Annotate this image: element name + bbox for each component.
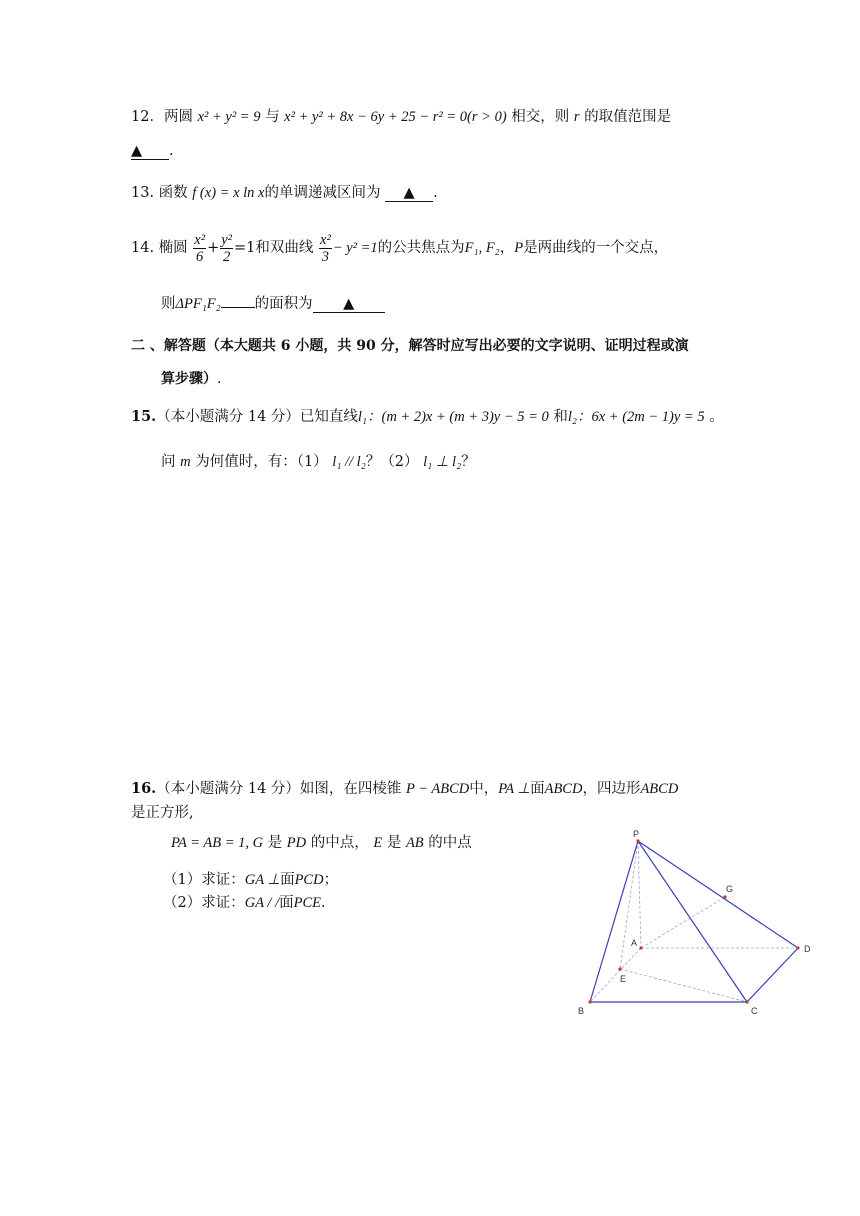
q14-foci: F₁, F₂ xyxy=(464,240,500,256)
edge-ag xyxy=(641,897,725,948)
q16-e: E xyxy=(373,835,383,851)
q15-end: 。 xyxy=(709,409,724,425)
q14-label: 14. 椭圆 xyxy=(131,240,188,256)
q16-part2 xyxy=(163,893,326,913)
q16-part1-plane: 面 xyxy=(280,872,295,888)
vertex-d xyxy=(796,946,799,949)
pyramid-figure xyxy=(570,825,820,1025)
q12-circle2: x² + y² + 8x − 6y + 25 − r² = 0(r > 0) xyxy=(284,109,507,125)
label-g: G xyxy=(726,884,734,894)
q14-triangle: ΔPF₁F₂ xyxy=(175,296,221,312)
q14-e-num2: y² xyxy=(221,231,233,248)
q14-text3: 是两曲线的一个交点， xyxy=(523,240,669,256)
edge-pe xyxy=(620,841,638,969)
q14-text1: 的公共焦点为 xyxy=(377,240,465,256)
q12-tail2: 的取值范围是 xyxy=(584,109,672,125)
label-a: A xyxy=(631,938,638,948)
label-d: D xyxy=(804,944,811,954)
q12-end: . xyxy=(169,143,174,159)
q15-cond1: l₁ // l₂ xyxy=(332,454,366,470)
q15-var: m xyxy=(180,454,191,470)
q13-line xyxy=(131,183,438,203)
q16-part2-plane: 面 xyxy=(279,895,294,911)
q12-connector: 与 xyxy=(265,109,280,125)
q16-given-t1: 是 xyxy=(267,835,283,851)
q14-h-num: x² xyxy=(320,231,331,248)
q15-eq2: ：6x + (2m − 1)y = 5 xyxy=(576,409,705,425)
q14-ellipse-rhs: =1 xyxy=(234,240,256,256)
label-c: C xyxy=(751,1006,758,1016)
q14-e-num1: x² xyxy=(194,231,206,248)
q16-given-t3: 是 xyxy=(386,835,402,851)
q15-line2-text: 为何值时，有：（1） xyxy=(195,454,328,470)
vertex-g xyxy=(723,895,726,898)
section2-heading-cont xyxy=(161,369,221,389)
q16-line2: 是正方形, xyxy=(131,805,194,821)
q12-line1 xyxy=(131,107,671,127)
q16-line1b: 中， xyxy=(469,781,499,797)
q16-part2-end: . xyxy=(321,895,326,911)
vertex-e xyxy=(618,967,621,970)
q15-l2: l₂ xyxy=(567,409,577,425)
q15-q1end: ？（2） xyxy=(365,454,419,470)
q15-q2end: ？ xyxy=(461,454,476,470)
q14-e-den2: 2 xyxy=(223,248,231,265)
q16-line1-text: （本小题满分 14 分）如图，在四棱锥 xyxy=(156,781,402,797)
q13-end: . xyxy=(433,185,438,201)
q15-prefix: 问 xyxy=(161,454,176,470)
q14-h-den: 3 xyxy=(321,248,330,265)
q12-line2 xyxy=(131,141,174,161)
q12-label: 12．两圆 xyxy=(131,109,193,125)
q15-l1: l₁ xyxy=(357,409,367,425)
vertex-b xyxy=(588,1000,591,1003)
q16-pyramid: P − ABCD xyxy=(406,781,470,797)
q15-connector: 和 xyxy=(553,409,568,425)
vertex-p xyxy=(636,839,639,842)
q16-base: ABCD xyxy=(544,781,583,797)
q14-point: P xyxy=(514,240,524,256)
q14-text2: ， xyxy=(499,240,515,256)
q16-part1-expr: GA ⊥ xyxy=(244,872,281,888)
q16-part1 xyxy=(163,870,338,890)
label-p: P xyxy=(633,829,640,839)
q16-pd: PD xyxy=(286,835,307,851)
q15-cond2: l₁ ⊥ l₂ xyxy=(423,454,462,470)
q14-line2 xyxy=(161,294,385,314)
q16-line1c: ，四边形 xyxy=(582,781,641,797)
q16-part2-label: （2）求证： xyxy=(163,895,245,911)
q16-part2-expr: GA / / xyxy=(244,895,280,911)
q13-label: 13. 函数 xyxy=(131,185,188,201)
q16-perp: PA ⊥ xyxy=(498,781,531,797)
q14-hyp-frac xyxy=(319,232,332,265)
q14-line2-text: 的面积为 xyxy=(254,296,313,312)
q15-eq1: ：(m + 2)x + (m + 3)y − 5 = 0 xyxy=(366,409,549,425)
section2-bold: 算步骤） xyxy=(161,371,217,387)
q16-given-expr: PA = AB = 1, G xyxy=(171,835,264,851)
edge-cd xyxy=(747,948,798,1002)
edge-pd xyxy=(638,841,798,948)
section2-end: . xyxy=(217,371,222,387)
vertex-c xyxy=(745,1000,748,1003)
section2-heading: 二 、解答题（本大题共 6 小题，共 90 分，解答时应写出必要的文字说明、证明过程或演 xyxy=(131,338,689,354)
q15-line1 xyxy=(131,407,724,427)
q16-part1-end: ； xyxy=(323,872,339,888)
q16-line1 xyxy=(131,779,678,799)
q16-part1-pcd: PCD xyxy=(294,872,324,888)
q16-plane: 面 xyxy=(530,781,545,797)
q16-ab: AB xyxy=(405,835,424,851)
q16-given-t4: 的中点 xyxy=(428,835,472,851)
q16-quad: ABCD xyxy=(640,781,679,797)
q14-answer-blank: ▲ xyxy=(313,296,385,313)
q14-e-den1: 6 xyxy=(196,248,204,265)
q12-tail: 相交，则 xyxy=(511,109,570,125)
q14-hyp-rest: − y² =1 xyxy=(332,240,378,256)
q13-answer-blank: ▲ xyxy=(385,185,433,202)
q12-var: r xyxy=(573,109,580,125)
q14-line1: 14. 椭圆 $\frac{\text{x²}}{6}$ + $\frac{\text{y²}}{2}$ =1和双曲线 $\frac{\text{x²}}{3}$ − y² =1的公共焦点为F₁, F₂，P是两曲线的一个交点， xyxy=(131,231,669,265)
q16-given-t2: 的中点， xyxy=(310,835,369,851)
q12-answer-blank: ▲ xyxy=(131,143,169,160)
edge-pb xyxy=(590,841,638,1002)
label-b: B xyxy=(578,1006,585,1016)
vertex-a xyxy=(639,946,642,949)
edge-pa xyxy=(638,841,641,948)
q12-circle1: x² + y² = 9 xyxy=(197,109,261,125)
q14-ellipse-frac2 xyxy=(220,232,233,265)
q14-ellipse-frac1 xyxy=(193,232,206,265)
q15-label: 15. xyxy=(131,408,157,425)
q13-func: f (x) = x ln x xyxy=(192,185,265,201)
q16-part1-label: （1）求证： xyxy=(163,872,245,888)
q14-prefix: 则 xyxy=(161,296,176,312)
q14-connector: 和双曲线 xyxy=(255,240,314,256)
q15-line2 xyxy=(161,452,476,472)
q16-label: 16. xyxy=(131,780,157,797)
q16-part2-pce: PCE xyxy=(293,895,321,911)
q14-underline xyxy=(221,307,255,308)
label-e: E xyxy=(620,974,627,984)
q16-given xyxy=(171,833,472,853)
q15-points: （本小题满分 14 分）已知直线 xyxy=(156,409,358,425)
q13-text: 的单调递减区间为 xyxy=(264,185,381,201)
